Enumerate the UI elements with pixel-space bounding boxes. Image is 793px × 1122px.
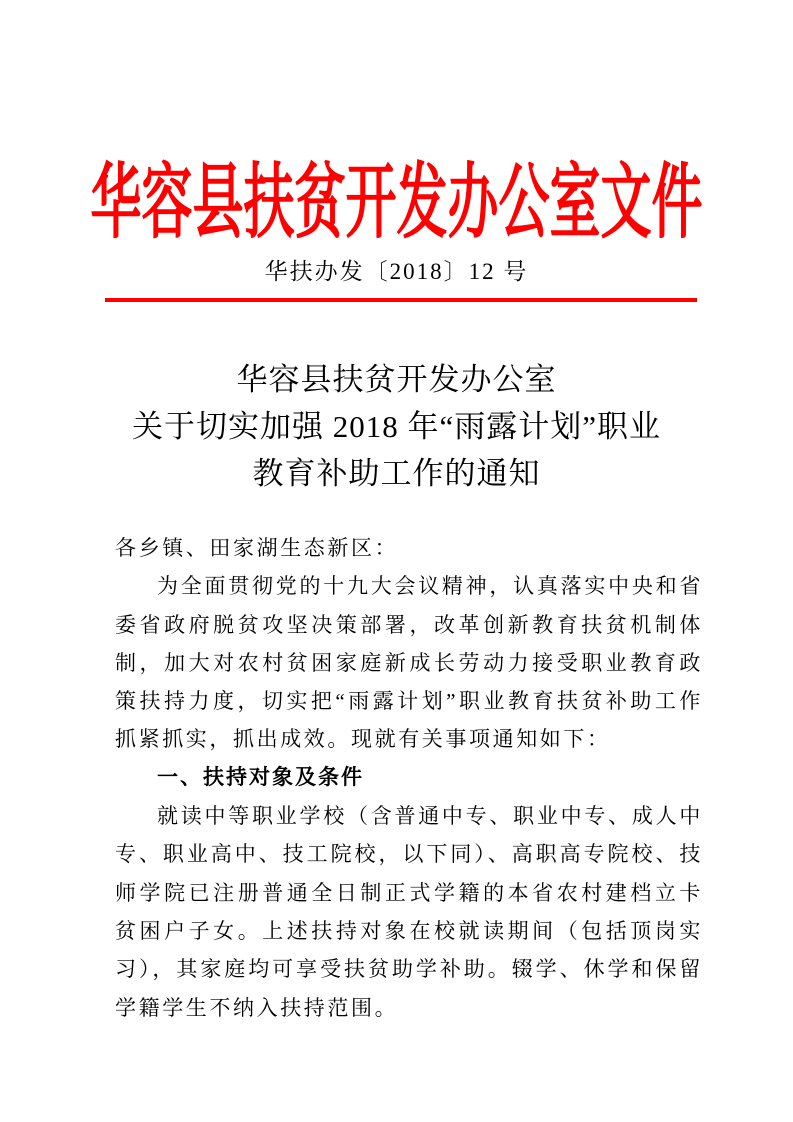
document-title-line-3: 教育补助工作的通知 — [252, 456, 541, 491]
section-1-paragraph: 就读中等职业学校（含普通中专、职业中专、成人中专、职业高中、技工院校，以下同）、高职高专院校、技师学院已注册普通全日制正式学籍的本省农村建档立卡贫困户子女。上述扶持对象在校就读期间（包括顶岗实习），其家庭均可享受扶贫助学补助。辍学、休学和保留学籍学生不纳入扶持范围。 — [115, 804, 703, 1020]
document-title — [0, 356, 793, 497]
red-divider-line — [105, 298, 697, 302]
document-title-line-2: 关于切实加强 2018 年“雨露计划”职业 — [131, 409, 662, 444]
document-body — [115, 529, 703, 1027]
letterhead-banner — [0, 147, 793, 250]
document-number: 华扶办发〔2018〕12 号 — [264, 259, 529, 284]
letterhead-org-title: 华容县扶贫开发办公室文件 — [90, 159, 703, 250]
section-1-heading: 一、扶持对象及条件 — [157, 765, 364, 789]
document-title-line-1: 华容县扶贫开发办公室 — [236, 362, 557, 397]
intro-paragraph: 为全面贯彻党的十九大会议精神，认真落实中央和省委省政府脱贫攻坚决策部署，改革创新教育扶贫机制体制，加大对农村贫困家庭新成长劳动力接受职业教育政策扶持力度，切实把“雨露计划”职业教育扶贫补助工作抓紧抓实，抓出成效。现就有关事项通知如下： — [115, 574, 703, 752]
salutation-line: 各乡镇、田家湖生态新区： — [115, 536, 399, 560]
